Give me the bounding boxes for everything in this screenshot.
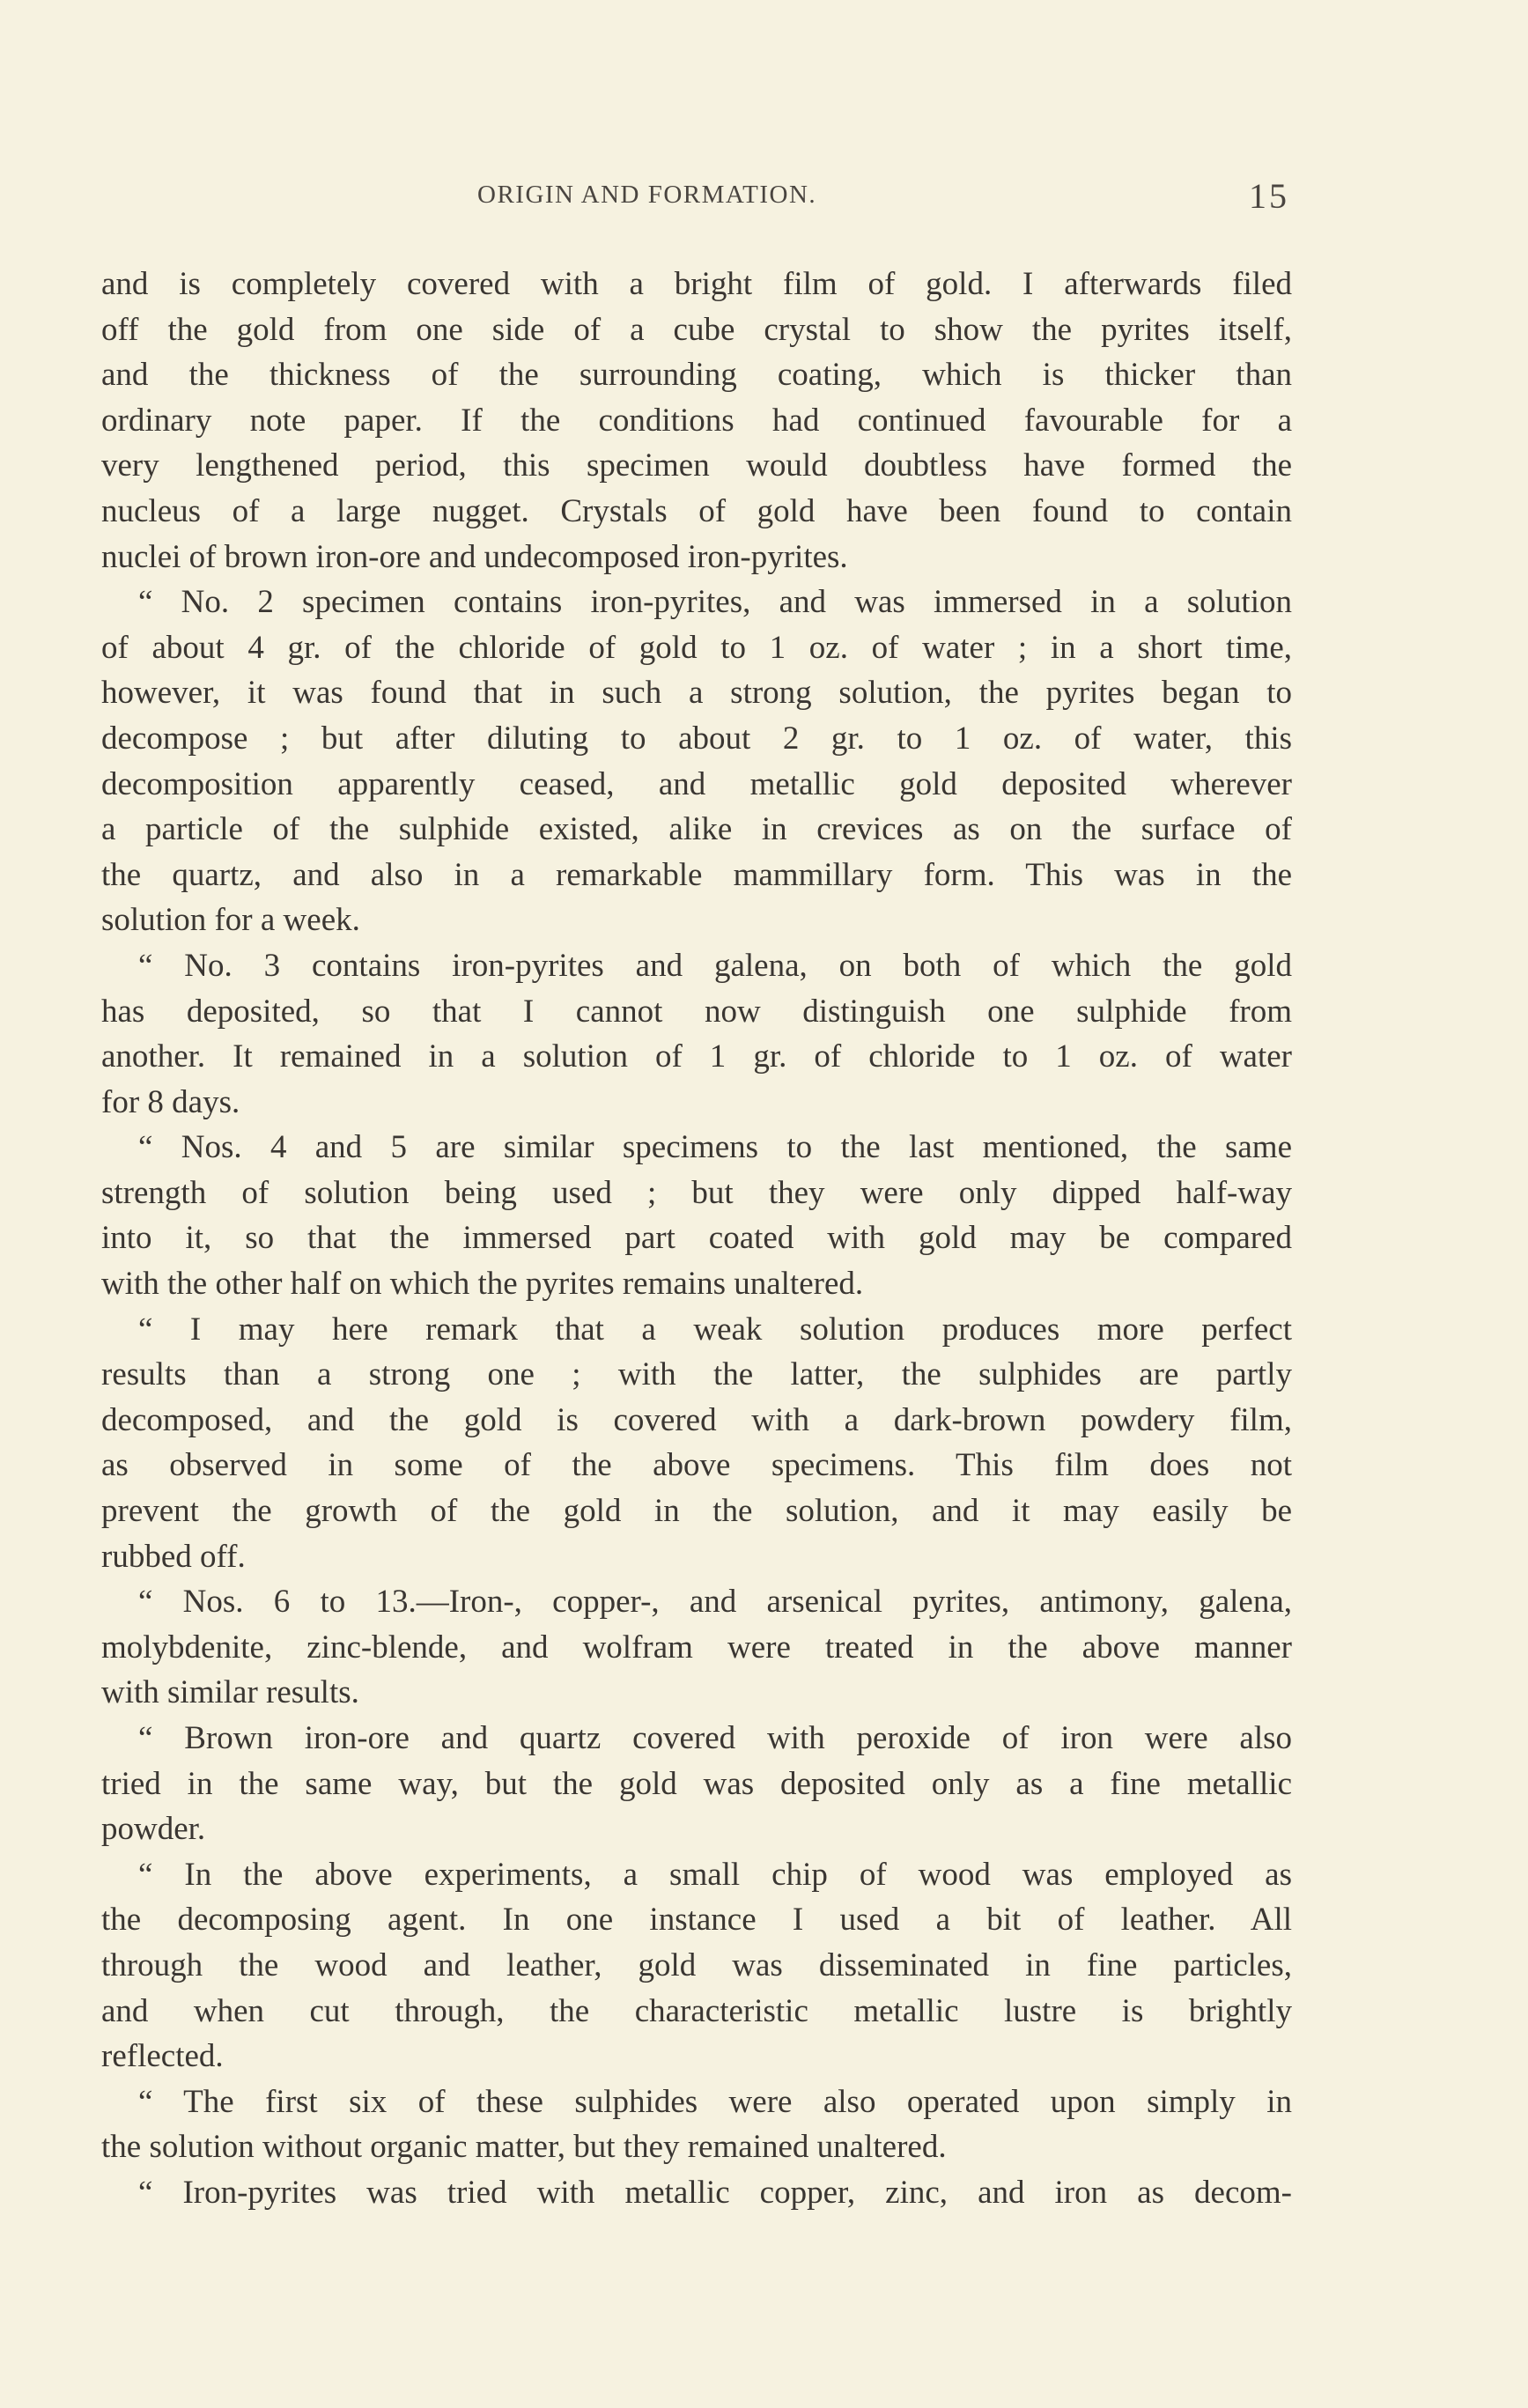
text-line: a particle of the sulphide existed, alike in crevices as on the surface of: [101, 811, 1292, 848]
text-line: decomposition apparently ceased, and metallic gold deposited wherever: [101, 765, 1292, 802]
paragraph: [101, 262, 1292, 580]
text-line: “ Iron-pyrites was tried with metallic copper, zinc, and iron as decom-: [138, 2174, 1292, 2211]
text-line: for 8 days.: [101, 1083, 240, 1120]
text-line: nuclei of brown iron-ore and undecomposed iron-pyrites.: [101, 538, 848, 575]
text-line: strength of solution being used ; but they were only dipped half-way: [101, 1174, 1292, 1211]
paragraph: [101, 2079, 1292, 2170]
text-line: the quartz, and also in a remarkable mammillary form. This was in the: [101, 856, 1292, 893]
paragraph: [101, 1716, 1292, 1852]
text-line: and when cut through, the characteristic metallic lustre is brightly: [101, 1992, 1292, 2029]
paragraph: [101, 1852, 1292, 2079]
paragraph: [101, 580, 1292, 943]
text-line: and the thickness of the surrounding coating, which is thicker than: [101, 357, 1292, 394]
text-line: the solution without organic matter, but they remained unaltered.: [101, 2129, 947, 2166]
text-line: “ The first six of these sulphides were also operated upon simply in: [138, 2083, 1292, 2120]
text-line: as observed in some of the above specimens. This film does not: [101, 1447, 1292, 1484]
paragraph: [101, 1579, 1292, 1716]
text-line: has deposited, so that I cannot now distinguish one sulphide from: [101, 993, 1292, 1030]
text-line: prevent the growth of the gold in the solution, and it may easily be: [101, 1493, 1292, 1530]
text-line: rubbed off.: [101, 1538, 246, 1575]
text-line: solution for a week.: [101, 902, 360, 939]
text-line: into it, so that the immersed part coated with gold may be compared: [101, 1220, 1292, 1257]
paragraph: [101, 943, 1292, 1125]
text-line: very lengthened period, this specimen would doubtless have formed the: [101, 447, 1292, 484]
text-line: ordinary note paper. If the conditions had continued favourable for a: [101, 402, 1292, 439]
text-line: another. It remained in a solution of 1 gr. of chloride to 1 oz. of water: [101, 1038, 1292, 1075]
paragraph: [101, 1125, 1292, 1306]
paragraph: [101, 1307, 1292, 1580]
text-line: “ I may here remark that a weak solution produces more perfect: [138, 1311, 1292, 1348]
text-line: off the gold from one side of a cube crystal to show the pyrites itself,: [101, 311, 1292, 348]
text-line: molybdenite, zinc-blende, and wolfram were treated in the above manner: [101, 1629, 1292, 1666]
text-line: “ Nos. 6 to 13.—Iron-, copper-, and arsenical pyrites, antimony, galena,: [138, 1584, 1292, 1621]
text-line: reflected.: [101, 2038, 224, 2075]
running-title: ORIGIN AND FORMATION.: [477, 181, 817, 209]
text-line: decomposed, and the gold is covered with a dark-brown powdery film,: [101, 1401, 1292, 1438]
text-line: nucleus of a large nugget. Crystals of gold have been found to contain: [101, 492, 1292, 529]
text-line: powder.: [101, 1811, 206, 1848]
text-line: and is completely covered with a bright film of gold. I afterwards filed: [101, 266, 1292, 302]
body-text: [101, 262, 1292, 2216]
text-line: of about 4 gr. of the chloride of gold to 1 oz. of water ; in a short time,: [101, 629, 1292, 666]
text-line: the decomposing agent. In one instance I used a bit of leather. All: [101, 1902, 1292, 1939]
text-line: decompose ; but after diluting to about 2 gr. to 1 oz. of water, this: [101, 720, 1292, 757]
text-line: with the other half on which the pyrites remains unaltered.: [101, 1266, 864, 1303]
text-line: “ In the above experiments, a small chip of wood was employed as: [138, 1856, 1292, 1893]
text-line: with similar results.: [101, 1674, 359, 1711]
text-line: results than a strong one ; with the latter, the sulphides are partly: [101, 1356, 1292, 1393]
paragraph: [101, 2170, 1292, 2216]
page-number: 15: [1249, 176, 1289, 216]
text-line: “ Brown iron-ore and quartz covered with peroxide of iron were also: [138, 1720, 1292, 1756]
text-line: “ No. 3 contains iron-pyrites and galena, on both of which the gold: [138, 947, 1292, 984]
text-line: through the wood and leather, gold was disseminated in fine particles,: [101, 1946, 1292, 1983]
text-line: however, it was found that in such a strong solution, the pyrites began to: [101, 675, 1292, 712]
text-line: “ No. 2 specimen contains iron-pyrites, and was immersed in a solution: [138, 584, 1292, 621]
page-header: [0, 176, 1528, 225]
text-line: tried in the same way, but the gold was deposited only as a fine metallic: [101, 1765, 1292, 1802]
text-line: “ Nos. 4 and 5 are similar specimens to the last mentioned, the same: [138, 1129, 1292, 1166]
